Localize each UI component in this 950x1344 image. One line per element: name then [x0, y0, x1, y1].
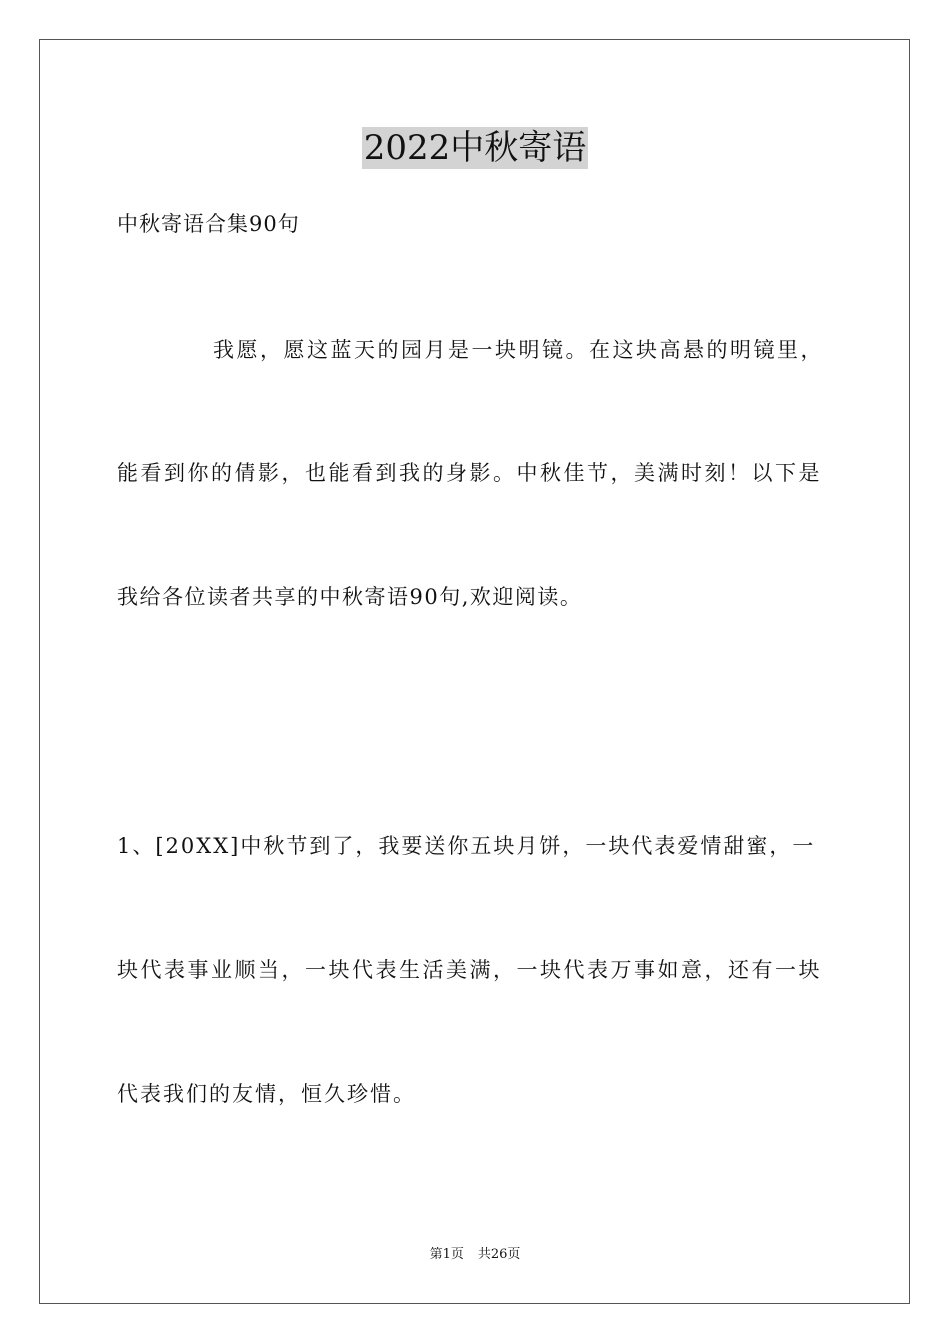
document-subtitle: 中秋寄语合集90句: [117, 212, 300, 236]
title-container: [0, 127, 950, 169]
paragraph-line: 我给各位读者共享的中秋寄语90句,欢迎阅读。: [117, 585, 583, 609]
page-number: 第1页: [429, 1247, 464, 1262]
paragraph-line: 代表我们的友情，恒久珍惜。: [117, 1082, 416, 1106]
page-footer: [0, 1246, 950, 1264]
paragraph-line: 1、[20XX]中秋节到了，我要送你五块月饼，一块代表爱情甜蜜，一: [117, 834, 816, 858]
page-total: 共26页: [477, 1247, 521, 1262]
paragraph-line: 我愿，愿这蓝天的园月是一块明镜。在这块高悬的明镜里，: [213, 338, 824, 362]
paragraph-line: 能看到你的倩影，也能看到我的身影。中秋佳节，美满时刻！以下是: [117, 461, 822, 485]
document-title: 2022中秋寄语: [363, 128, 587, 168]
paragraph-line: 块代表事业顺当，一块代表生活美满，一块代表万事如意，还有一块: [117, 958, 822, 982]
